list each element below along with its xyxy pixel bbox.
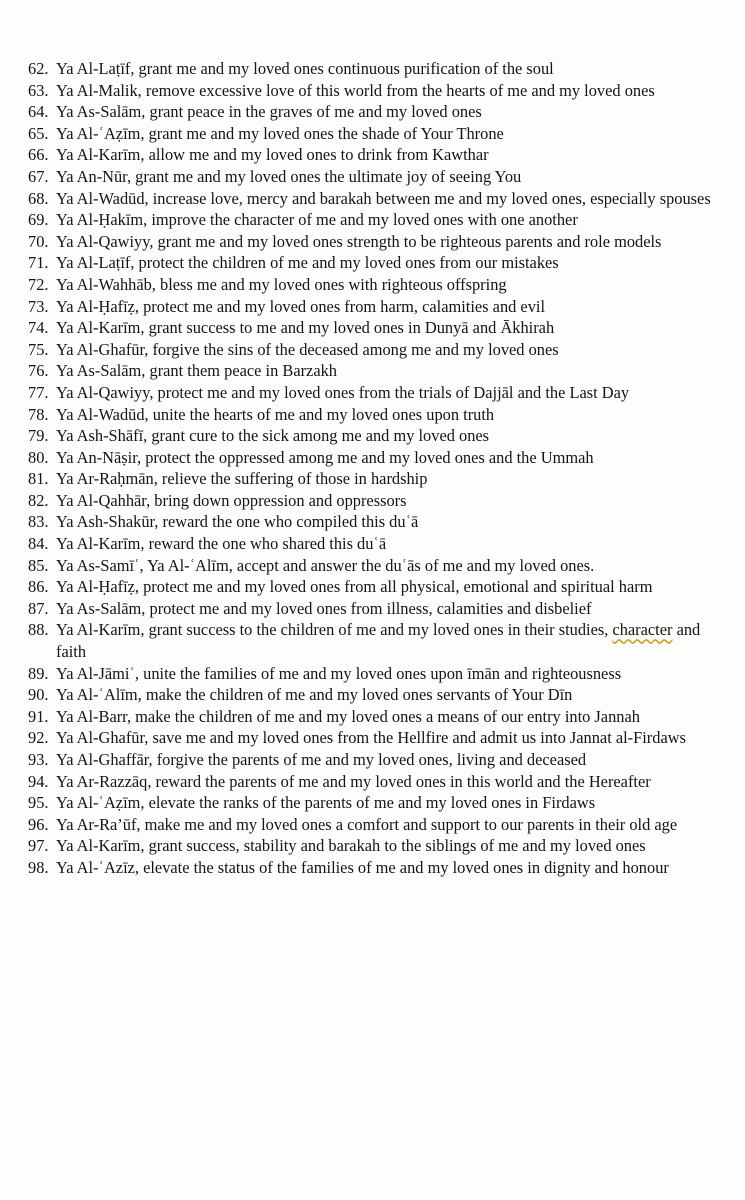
item-text: Ya Al-Ḥakīm, improve the character of me and my loved ones with one another xyxy=(56,210,578,230)
item-text: Ya Al-Laṭīf, protect the children of me and my loved ones from our mistakes xyxy=(56,253,559,273)
list-item xyxy=(28,58,721,80)
item-number: 77. xyxy=(28,382,49,402)
item-text: Ya As-Samīʿ, Ya Al-ʿAlīm, accept and answer the duʿās of me and my loved ones. xyxy=(56,555,595,575)
list-item xyxy=(28,576,721,598)
item-text: Ya Ash-Shakūr, reward the one who compiled this duʿā xyxy=(56,512,419,532)
spellcheck-marked-word: character xyxy=(612,620,673,640)
list-item xyxy=(28,425,721,447)
list-item xyxy=(28,490,721,512)
item-text: Ya Al-Ḥafīẓ, protect me and my loved ones from harm, calamities and evil xyxy=(56,296,546,316)
item-text: Ya Ar-Raḥmān, relieve the suffering of those in hardship xyxy=(56,469,428,489)
item-text: Ya Ar-Ra’ūf, make me and my loved ones a comfort and support to our parents in their old age xyxy=(56,814,678,834)
item-text: Ya Al-Jāmiʿ, unite the families of me and my loved ones upon īmān and righteousness xyxy=(56,663,622,683)
list-item xyxy=(28,123,721,145)
item-text: Ya Al-Ghafūr, forgive the sins of the deceased among me and my loved ones xyxy=(56,339,559,359)
item-text: Ya Al-Wahhāb, bless me and my loved ones with righteous offspring xyxy=(56,274,507,294)
item-number: 78. xyxy=(28,404,49,424)
list-item xyxy=(28,166,721,188)
list-item xyxy=(28,209,721,231)
item-number: 72. xyxy=(28,274,49,294)
list-item xyxy=(28,619,721,662)
list-item xyxy=(28,231,721,253)
item-text-end: and faith xyxy=(56,620,701,662)
item-text: Ya An-Nūr, grant me and my loved ones the ultimate joy of seeing You xyxy=(56,166,522,186)
list-item xyxy=(28,80,721,102)
item-number: 62. xyxy=(28,59,49,78)
item-number: 84. xyxy=(28,534,49,554)
item-number: 91. xyxy=(28,706,49,726)
item-text: Ya Al-Qahhār, bring down oppression and oppressors xyxy=(56,490,407,510)
item-text: Ya Al-Malik, remove excessive love of this world from the hearts of me and my loved ones xyxy=(56,80,655,100)
list-item xyxy=(28,468,721,490)
item-text: Ya As-Salām, protect me and my loved ones from illness, calamities and disbelief xyxy=(56,598,592,618)
item-number: 81. xyxy=(28,469,49,489)
list-item xyxy=(28,706,721,728)
item-number: 93. xyxy=(28,750,49,769)
item-number: 76. xyxy=(28,361,49,381)
item-number: 89. xyxy=(28,663,49,683)
item-text: Ya Al-Karīm, allow me and my loved ones to drink from Kawthar xyxy=(56,145,489,165)
item-text: Ya As-Salām, grant peace in the graves of me and my loved ones xyxy=(56,102,482,122)
list-item xyxy=(28,663,721,685)
item-text: Ya Ash-Shāfī, grant cure to the sick among me and my loved ones xyxy=(56,426,490,446)
item-number: 71. xyxy=(28,253,49,273)
item-number: 86. xyxy=(28,577,49,597)
dua-list xyxy=(28,58,721,879)
list-item xyxy=(28,188,721,210)
list-item xyxy=(28,771,721,793)
item-text: Ya An-Nāṣir, protect the oppressed among me and my loved ones and the Ummah xyxy=(56,447,594,467)
list-item xyxy=(28,404,721,426)
list-item xyxy=(28,382,721,404)
item-text: Ya Al-ʿAlīm, make the children of me and my loved ones servants of Your Dīn xyxy=(56,685,573,705)
item-text: Ya Al-Wadūd, increase love, mercy and barakah between me and my loved ones, especially spouses xyxy=(56,188,711,208)
item-text: Ya Al-Ghafūr, save me and my loved ones from the Hellfire and admit us into Jannat al-Firdaws xyxy=(56,728,686,748)
item-number: 82. xyxy=(28,490,49,510)
item-text: Ya Ar-Razzāq, reward the parents of me and my loved ones in this world and the Hereafter xyxy=(56,771,651,791)
item-text: Ya Al-Qawiyy, protect me and my loved ones from the trials of Dajjāl and the Last Day xyxy=(56,382,630,402)
item-number: 92. xyxy=(28,728,49,748)
item-number: 97. xyxy=(28,836,49,856)
item-number: 69. xyxy=(28,210,49,230)
list-item xyxy=(28,727,721,749)
item-number: 96. xyxy=(28,814,49,834)
item-text: Ya Al-Wadūd, unite the hearts of me and my loved ones upon truth xyxy=(56,404,495,424)
list-item xyxy=(28,598,721,620)
item-number: 85. xyxy=(28,555,49,575)
list-item xyxy=(28,360,721,382)
item-number: 63. xyxy=(28,80,49,100)
list-item xyxy=(28,814,721,836)
item-text: Ya Al-Laṭīf, grant me and my loved ones continuous purification of the soul xyxy=(56,59,554,78)
item-number: 88. xyxy=(28,620,49,640)
item-number: 67. xyxy=(28,166,49,186)
item-text: Ya As-Salām, grant them peace in Barzakh xyxy=(56,361,337,381)
item-number: 79. xyxy=(28,426,49,446)
item-text xyxy=(56,619,721,662)
item-number: 94. xyxy=(28,771,49,791)
item-text-start: Ya Al-Karīm, grant success to the children of me and my loved ones in their studies, xyxy=(56,620,613,640)
item-text: Ya Al-Ḥafīẓ, protect me and my loved ones from all physical, emotional and spiritual harm xyxy=(56,577,653,597)
list-item xyxy=(28,274,721,296)
list-item xyxy=(28,447,721,469)
item-number: 75. xyxy=(28,339,49,359)
item-text: Ya Al-ʿAzīz, elevate the status of the families of me and my loved ones in dignity and honour xyxy=(56,857,669,877)
item-number: 70. xyxy=(28,231,49,251)
item-text: Ya Al-Karīm, reward the one who shared this duʿā xyxy=(56,534,387,554)
list-item xyxy=(28,339,721,361)
list-item xyxy=(28,511,721,533)
list-item xyxy=(28,317,721,339)
list-item xyxy=(28,144,721,166)
item-number: 68. xyxy=(28,188,49,208)
list-item xyxy=(28,857,721,879)
item-text: Ya Al-Qawiyy, grant me and my loved ones strength to be righteous parents and role models xyxy=(56,231,662,251)
item-number: 98. xyxy=(28,857,49,877)
list-item xyxy=(28,749,721,771)
item-number: 83. xyxy=(28,512,49,532)
item-number: 66. xyxy=(28,145,49,165)
list-item xyxy=(28,792,721,814)
item-number: 95. xyxy=(28,793,49,813)
item-number: 73. xyxy=(28,296,49,316)
item-number: 87. xyxy=(28,598,49,618)
list-item xyxy=(28,684,721,706)
item-number: 65. xyxy=(28,123,49,143)
list-item xyxy=(28,533,721,555)
item-number: 80. xyxy=(28,447,49,467)
list-item xyxy=(28,555,721,577)
list-item xyxy=(28,296,721,318)
item-text: Ya Al-ʿAẓīm, elevate the ranks of the parents of me and my loved ones in Firdaws xyxy=(56,793,596,813)
item-text: Ya Al-Barr, make the children of me and my loved ones a means of our entry into Jannah xyxy=(56,706,640,726)
item-text: Ya Al-Karīm, grant success to me and my loved ones in Dunyā and Ākhirah xyxy=(56,318,555,338)
item-number: 64. xyxy=(28,102,49,122)
list-item xyxy=(28,252,721,274)
list-item xyxy=(28,101,721,123)
item-number: 74. xyxy=(28,318,49,338)
item-text: Ya Al-Karīm, grant success, stability and barakah to the siblings of me and my loved ones xyxy=(56,836,646,856)
item-text: Ya Al-Ghaffār, forgive the parents of me and my loved ones, living and deceased xyxy=(56,750,587,769)
item-number: 90. xyxy=(28,685,49,705)
list-item xyxy=(28,835,721,857)
item-text: Ya Al-ʿAẓīm, grant me and my loved ones the shade of Your Throne xyxy=(56,123,504,143)
